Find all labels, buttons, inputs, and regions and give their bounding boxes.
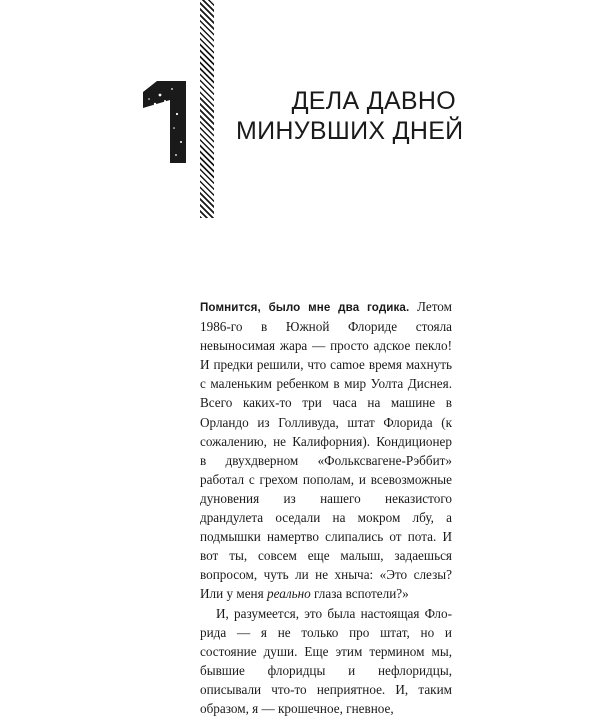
body-text bbox=[200, 297, 452, 718]
chapter-number-glyph bbox=[143, 81, 187, 163]
chapter-title-line-2: МИНУВШИХ ДНЕЙ bbox=[236, 116, 456, 146]
emphasis-word: реально bbox=[267, 586, 311, 601]
lead-in-phrase: Помнится, было мне два годика. bbox=[200, 301, 409, 314]
paragraph-1 bbox=[200, 297, 452, 604]
chapter-title bbox=[236, 86, 456, 146]
paragraph-1-text: Летом 1986-го в Южной Флориде стояла невыносимая жара — просто адское пекло! И предки решили, что саmое время махнуть с маленьким ребенком в мир Уолта Диснея. Всего каких-то три часа на машине в Орландо из Голливуда, штат Флорида (к сожалению, не Калифорния). Кондиционер в двухдверном «Фольксвагене-Рэббит» работал с грехом пополам, и всевозможные дуновения из нашего неказистого драндулета оседали на мокром лбу, а подмышки намертво слипались от пота. И вот ты, совсем еще малыш, задаешься вопросом, чуть ли не хныча: «Это слезы? Или у меня bbox=[200, 299, 452, 601]
paragraph-1-ending: глаза вспотели?» bbox=[311, 586, 409, 601]
chapter-title-line-1: ДЕЛА ДАВНО bbox=[236, 86, 456, 116]
decorative-hatched-strip bbox=[200, 0, 214, 218]
paragraph-2: И, разумеется, это была настоящая Флорида — я не только про штат, но и состояние души. Еще этим термином мы, бывшие флоридцы и нефлоридцы, описывали что-то неприятное. И, таким образом, я — крошечное, гневное, bbox=[200, 604, 452, 718]
chapter-number bbox=[143, 81, 187, 163]
